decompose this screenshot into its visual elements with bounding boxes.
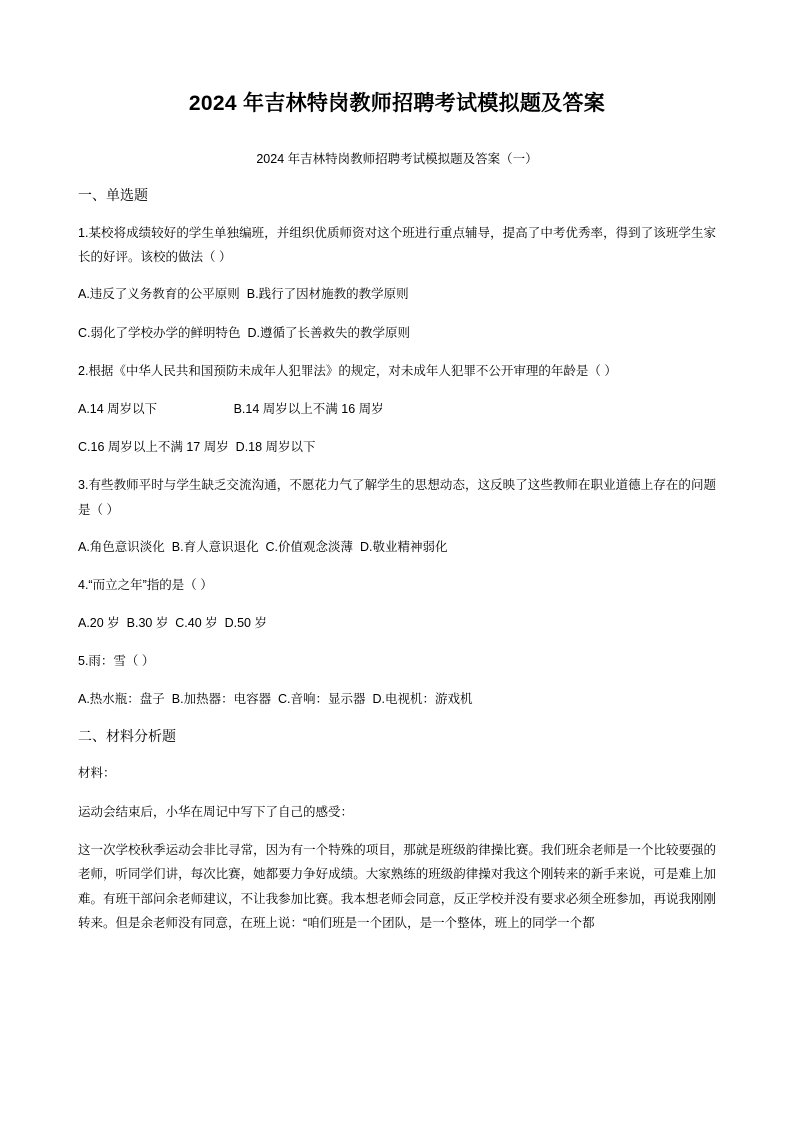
page-title: 2024 年吉林特岗教师招聘考试模拟题及答案 (188, 92, 606, 115)
question-5-options: A.热水瓶：盘子 B.加热器：电容器 C.音响：显示器 D.电视机：游戏机 (78, 691, 473, 706)
question-2-options-line-2: C.16 周岁以上不满 17 周岁 D.18 周岁以下 (78, 439, 316, 454)
question-5-stem: 5.雨：雪（ ） (78, 654, 155, 669)
material-label: 材料： (78, 766, 116, 781)
question-1-stem: 1.某校将成绩较好的学生单独编班，并组织优质师资对这个班进行重点辅导，提高了中考优秀率，得到了该班学生家长的好评。该校的做法（ ） (78, 225, 716, 265)
document-subtitle: 2024 年吉林特岗教师招聘考试模拟题及答案（一） (256, 151, 538, 166)
question-2-stem: 2.根据《中华人民共和国预防未成年人犯罪法》的规定，对未成年人犯罪不公开审理的年龄是（ ） (78, 364, 617, 379)
question-1-options-line-1: A.违反了义务教育的公平原则 B.践行了因材施教的教学原则 (78, 287, 409, 302)
question-1-options-line-2: C.弱化了学校办学的鲜明特色 D.遵循了长善救失的教学原则 (78, 325, 410, 340)
material-body: 这一次学校秋季运动会非比寻常，因为有一个特殊的项目，那就是班级韵律操比赛。我们班余老师是一个比较要强的老师，听同学们讲，每次比赛，她都要力争好成绩。大家熟练的班级韵律操对我这个刚转来的新手来说，可是难上加难。有班干部问余老师建议，不让我参加比赛。我本想老师会同意，反正学校并没有要求必须全班参加，再说我刚刚转来。但是余老师没有同意，在班上说：“咱们班是一个团队，是一个整体，班上的同学一个都 (78, 843, 716, 931)
question-4-options: A.20 岁 B.30 岁 C.40 岁 D.50 岁 (78, 615, 267, 630)
material-intro: 运动会结束后，小华在周记中写下了自己的感受： (78, 804, 354, 819)
question-3-options: A.角色意识淡化 B.育人意识退化 C.价值观念淡薄 D.敬业精神弱化 (78, 540, 448, 555)
section-heading-single-choice: 一、单选题 (78, 187, 148, 204)
question-3-stem: 3.有些教师平时与学生缺乏交流沟通，不愿花力气了解学生的思想动态，这反映了这些教师在职业道德上存在的问题是（ ） (78, 478, 716, 517)
section-heading-material-analysis: 二、材料分析题 (78, 727, 176, 744)
question-2-options-line-1: A.14 周岁以下 B.14 周岁以上不满 16 周岁 (78, 401, 384, 416)
question-4-stem: 4.“而立之年”指的是（ ） (78, 578, 213, 593)
